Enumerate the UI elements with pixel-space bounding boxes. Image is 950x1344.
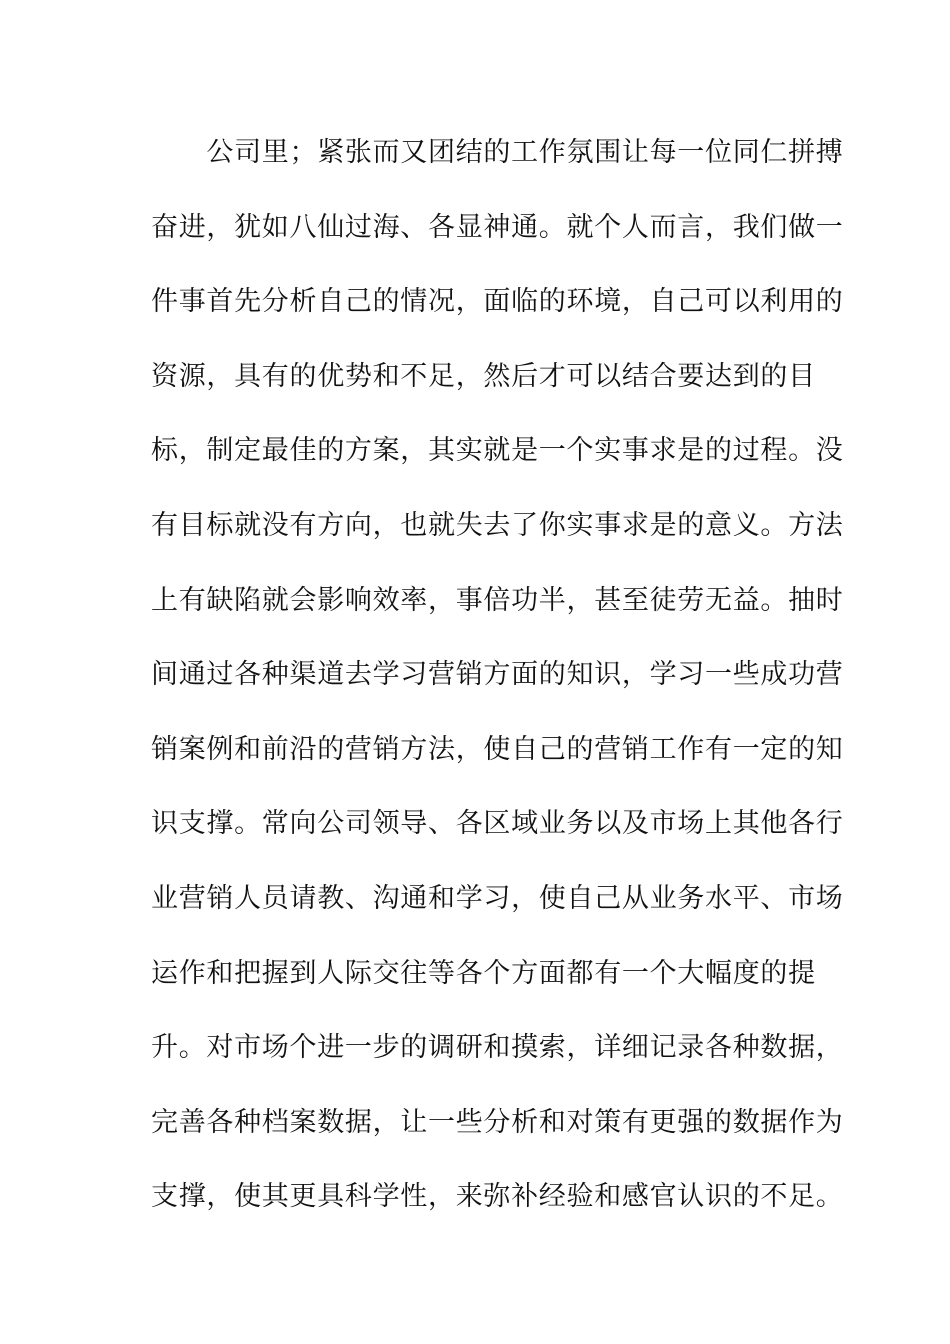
text-line-12: 运作和把握到人际交往等各个方面都有一个大幅度的提 xyxy=(151,957,816,989)
text-line-10: 识支撑。常向公司领导、各区域业务以及市场上其他各行 xyxy=(151,808,844,840)
text-line-4: 资源，具有的优势和不足，然后才可以结合要达到的目 xyxy=(151,360,816,392)
text-line-6: 有目标就没有方向，也就失去了你实事求是的意义。方法 xyxy=(151,509,844,541)
text-line-8: 间通过各种渠道去学习营销方面的知识，学习一些成功营 xyxy=(151,659,844,691)
text-line-13: 升。对市场个进一步的调研和摸索，详细记录各种数据， xyxy=(151,1032,844,1064)
text-line-9: 销案例和前沿的营销方法，使自己的营销工作有一定的知 xyxy=(151,733,844,765)
paragraph xyxy=(151,127,844,1246)
text-line-1: 公司里；紧张而又团结的工作氛围让每一位同仁拼搏 xyxy=(151,137,844,168)
text-line-5: 标，制定最佳的方案，其实就是一个实事求是的过程。没 xyxy=(151,435,844,467)
text-line-7: 上有缺陷就会影响效率，事倍功半，甚至徒劳无益。抽时 xyxy=(151,584,844,616)
text-line-14: 完善各种档案数据，让一些分析和对策有更强的数据作为 xyxy=(151,1106,844,1138)
text-line-11: 业营销人员请教、沟通和学习，使自己从业务水平、市场 xyxy=(151,882,844,914)
text-line-2: 奋进，犹如八仙过海、各显神通。就个人而言，我们做一 xyxy=(151,211,844,243)
text-line-3: 件事首先分析自己的情况，面临的环境，自己可以利用的 xyxy=(151,286,844,318)
text-line-15: 支撑，使其更具科学性，来弥补经验和感官认识的不足。 xyxy=(151,1181,844,1213)
